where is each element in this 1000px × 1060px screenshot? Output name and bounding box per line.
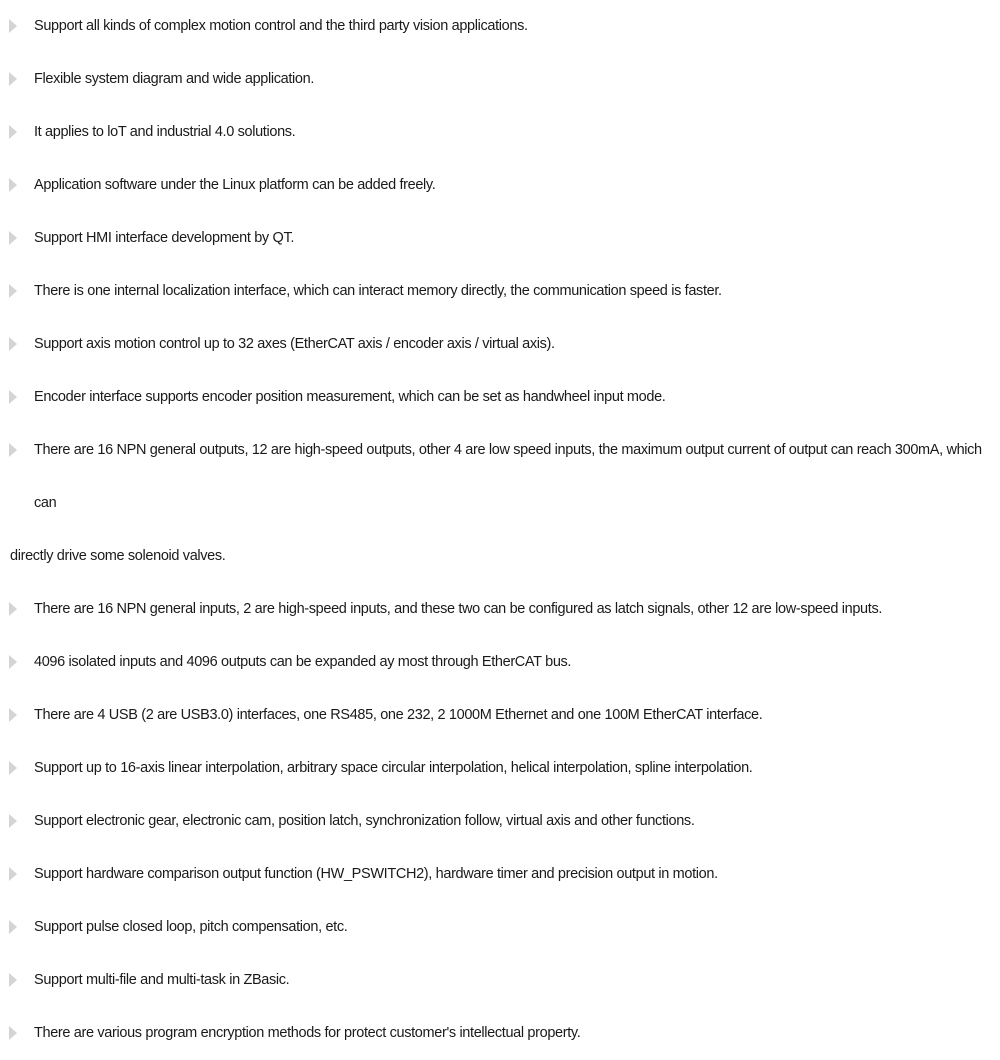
- triangle-bullet-icon: [9, 602, 17, 616]
- list-item-text: Support up to 16-axis linear interpolation, arbitrary space circular interpolation, helical interpolation, spline interpolation.: [34, 760, 753, 776]
- list-item-text: There are 4 USB (2 are USB3.0) interfaces, one RS485, one 232, 2 1000M Ethernet and one 100M EtherCAT interface.: [34, 707, 763, 723]
- list-item-text: Support axis motion control up to 32 axes (EtherCAT axis / encoder axis / virtual axis).: [34, 336, 555, 352]
- triangle-bullet-icon: [9, 390, 17, 404]
- list-item: [0, 212, 1000, 265]
- list-item: [0, 53, 1000, 106]
- triangle-bullet-icon: [9, 708, 17, 722]
- list-item: [0, 106, 1000, 159]
- list-item: [0, 371, 1000, 424]
- list-item-text: There are various program encryption methods for protect customer's intellectual property.: [34, 1025, 581, 1041]
- triangle-bullet-icon: [9, 814, 17, 828]
- list-item-text: It applies to loT and industrial 4.0 solutions.: [34, 124, 296, 140]
- triangle-bullet-icon: [9, 761, 17, 775]
- list-item-text: Support electronic gear, electronic cam, position latch, synchronization follow, virtual axis and other functions.: [34, 813, 695, 829]
- list-item-text: Support hardware comparison output function (HW_PSWITCH2), hardware timer and precision output in motion.: [34, 866, 718, 882]
- list-item: [0, 689, 1000, 742]
- list-item: [0, 265, 1000, 318]
- triangle-bullet-icon: [9, 443, 17, 457]
- triangle-bullet-icon: [9, 72, 17, 86]
- triangle-bullet-icon: [9, 337, 17, 351]
- list-item-text: 4096 isolated inputs and 4096 outputs can be expanded ay most through EtherCAT bus.: [34, 654, 572, 670]
- list-item: [0, 1007, 1000, 1060]
- list-item-continuation-text: directly drive some solenoid valves.: [10, 548, 226, 564]
- list-item: [0, 318, 1000, 371]
- triangle-bullet-icon: [9, 19, 17, 33]
- list-item-text: Support all kinds of complex motion control and the third party vision applications.: [34, 18, 528, 34]
- triangle-bullet-icon: [9, 1026, 17, 1040]
- triangle-bullet-icon: [9, 178, 17, 192]
- list-item-text: There are 16 NPN general outputs, 12 are high-speed outputs, other 4 are low speed inputs, the maximum output current of output can reach 300mA, which can: [34, 442, 982, 511]
- triangle-bullet-icon: [9, 231, 17, 245]
- list-item: [0, 159, 1000, 212]
- list-item-text: Encoder interface supports encoder position measurement, which can be set as handwheel input mode.: [34, 389, 666, 405]
- list-item: [0, 954, 1000, 1007]
- list-item: [0, 901, 1000, 954]
- triangle-bullet-icon: [9, 284, 17, 298]
- list-item-text: Application software under the Linux platform can be added freely.: [34, 177, 436, 193]
- list-item-text: Support pulse closed loop, pitch compensation, etc.: [34, 919, 348, 935]
- triangle-bullet-icon: [9, 125, 17, 139]
- list-item: [0, 424, 1000, 583]
- list-item: [0, 583, 1000, 636]
- list-item-text: Flexible system diagram and wide application.: [34, 71, 315, 87]
- triangle-bullet-icon: [9, 920, 17, 934]
- list-item-text: Support multi-file and multi-task in ZBasic.: [34, 972, 290, 988]
- list-item: [0, 848, 1000, 901]
- list-item-text: Support HMI interface development by QT.: [34, 230, 295, 246]
- triangle-bullet-icon: [9, 655, 17, 669]
- list-item: [0, 0, 1000, 53]
- list-item: [0, 636, 1000, 689]
- list-item: [0, 795, 1000, 848]
- list-item: [0, 742, 1000, 795]
- list-item-text: There is one internal localization interface, which can interact memory directly, the communication speed is faster.: [34, 283, 722, 299]
- triangle-bullet-icon: [9, 973, 17, 987]
- triangle-bullet-icon: [9, 867, 17, 881]
- list-item-text: There are 16 NPN general inputs, 2 are high-speed inputs, and these two can be configured as latch signals, other 12 are low-speed inputs.: [34, 601, 883, 617]
